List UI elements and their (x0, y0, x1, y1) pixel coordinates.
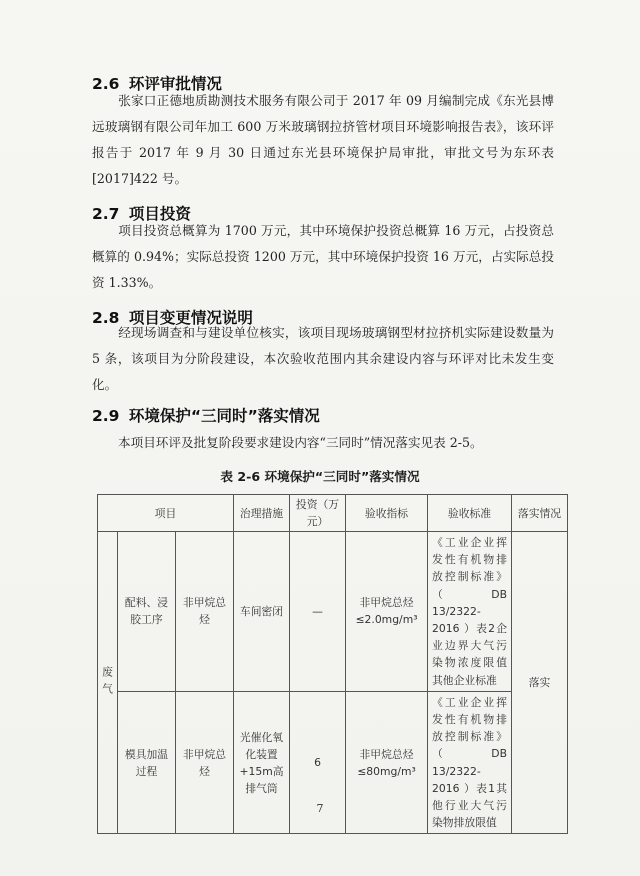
section-2-6-title: 环评审批情况 (128, 75, 222, 93)
process-cell: 模具加温过程 (118, 691, 176, 834)
index-cell: 非甲烷总烃≤2.0mg/m³ (346, 532, 428, 692)
three-simultaneous-table (97, 494, 568, 834)
investment-cell: 6 (290, 691, 346, 834)
pollutant-cell: 非甲烷总烃 (176, 532, 234, 692)
table-row (98, 532, 568, 692)
section-2-9-title: 环境保护“三同时”落实情况 (128, 407, 320, 425)
status-cell: 落实 (512, 532, 568, 834)
section-2-7-heading: 2.7 项目投资 (92, 205, 191, 223)
table-header-row (98, 495, 568, 532)
section-2-9-heading: 2.9 环境保护“三同时”落实情况 (92, 407, 320, 425)
measure-cell: 车间密闭 (234, 532, 290, 692)
header-item: 项目 (98, 495, 234, 532)
header-acceptance-index: 验收指标 (346, 495, 428, 532)
section-2-7-paragraph: 项目投资总概算为 1700 万元，其中环境保护投资总概算 16 万元，占投资总概算的 0.94%；实际总投资 1200 万元，其中环境保护投资 16 万元，占实际总投资 1.33%。 (92, 223, 554, 290)
measure-cell: 光催化氧化装置+15m高排气筒 (234, 691, 290, 834)
category-cell: 废气 (98, 532, 118, 834)
table-caption: 表 2-6 环境保护“三同时”落实情况 (220, 469, 420, 484)
standard-cell: 《工业企业挥发性有机物排放控制标准》（DB 13/2322-2016 ）表2企业边界大气污染物浓度限值其他企业标准 (428, 532, 512, 692)
investment-cell: — (290, 532, 346, 692)
section-2-9-paragraph: 本项目环评及批复阶段要求建设内容“三同时”情况落实见表 2-5。 (118, 435, 483, 450)
header-acceptance-standard: 验收标准 (428, 495, 512, 532)
process-cell: 配料、浸胶工序 (118, 532, 176, 692)
section-2-6-heading: 2.6 环评审批情况 (92, 75, 222, 93)
page-number: 7 (316, 802, 324, 815)
header-status: 落实情况 (512, 495, 568, 532)
section-2-7-title: 项目投资 (128, 205, 191, 223)
standard-cell: 《工业企业挥发性有机物排放控制标准》（DB 13/2322-2016 ）表1其他行业大气污染物排放限值 (428, 691, 512, 834)
section-2-8-paragraph: 经现场调查和与建设单位核实，该项目现场玻璃钢型材拉挤机实际建设数量为 5 条，该项目为分阶段建设，本次验收范围内其余建设内容与环评对比未发生变化。 (92, 325, 554, 392)
section-2-8-heading: 2.8 项目变更情况说明 (92, 309, 253, 327)
index-cell: 非甲烷总烃≤80mg/m³ (346, 691, 428, 834)
header-measure: 治理措施 (234, 495, 290, 532)
header-investment: 投资（万元） (290, 495, 346, 532)
section-2-6-paragraph: 张家口正德地质勘测技术服务有限公司于 2017 年 09 月编制完成《东光县博远玻璃钢有限公司年加工 600 万米玻璃钢拉挤管材项目环境影响报告表》，该环评报告于 2017 年 9 月 30 日通过东光县环境保护局审批，审批文号为东环表[2017]422 号。 (92, 93, 554, 186)
pollutant-cell: 非甲烷总烃 (176, 691, 234, 834)
section-2-8-title: 项目变更情况说明 (128, 309, 253, 327)
